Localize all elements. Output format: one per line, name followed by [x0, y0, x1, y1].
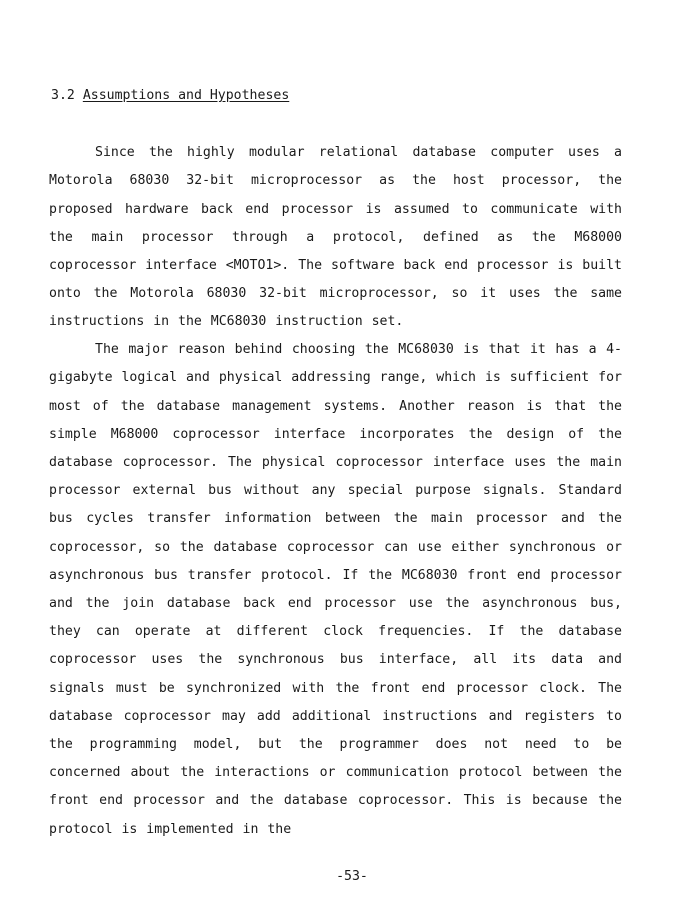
page-number: -53-	[336, 869, 368, 884]
section-number: 3.2	[51, 88, 75, 103]
paragraph-1: Since the highly modular relational database computer uses a Motorola 68030 32-bit microprocessor as the host processor, the proposed hardware back end processor is assumed to communicate with the main processor through a protocol, defined as the M68000 coprocessor interface <MOTO1>. The software back end processor is built onto the Motorola 68030 32-bit microprocessor, so it uses the same instructions in the MC68030 instruction set.	[49, 145, 622, 330]
paragraph-2: The major reason behind choosing the MC68030 is that it has a 4-gigabyte logical and physical addressing range, which is sufficient for most of the database management systems. Another reason is that the simple M68000 coprocessor interface incorporates the design of the database coprocessor. The physical coprocessor interface uses the main processor external bus without any special purpose signals. Standard bus cycles transfer information between the main processor and the coprocessor, so the database coprocessor can use either synchronous or asynchronous bus transfer protocol. If the MC68030 front end processor and the join database back end processor use the asynchronous bus, they can operate at different clock frequencies. If the database coprocessor uses the synchronous bus interface, all its data and signals must be synchronized with the front end processor clock. The database coprocessor may add additional instructions and registers to the programming model, but the programmer does not need to be concerned about the interactions or communication protocol between the front end processor and the database coprocessor. This is because the protocol is implemented in the	[49, 342, 622, 837]
section-heading	[51, 87, 289, 105]
section-title: Assumptions and Hypotheses	[82, 88, 290, 103]
